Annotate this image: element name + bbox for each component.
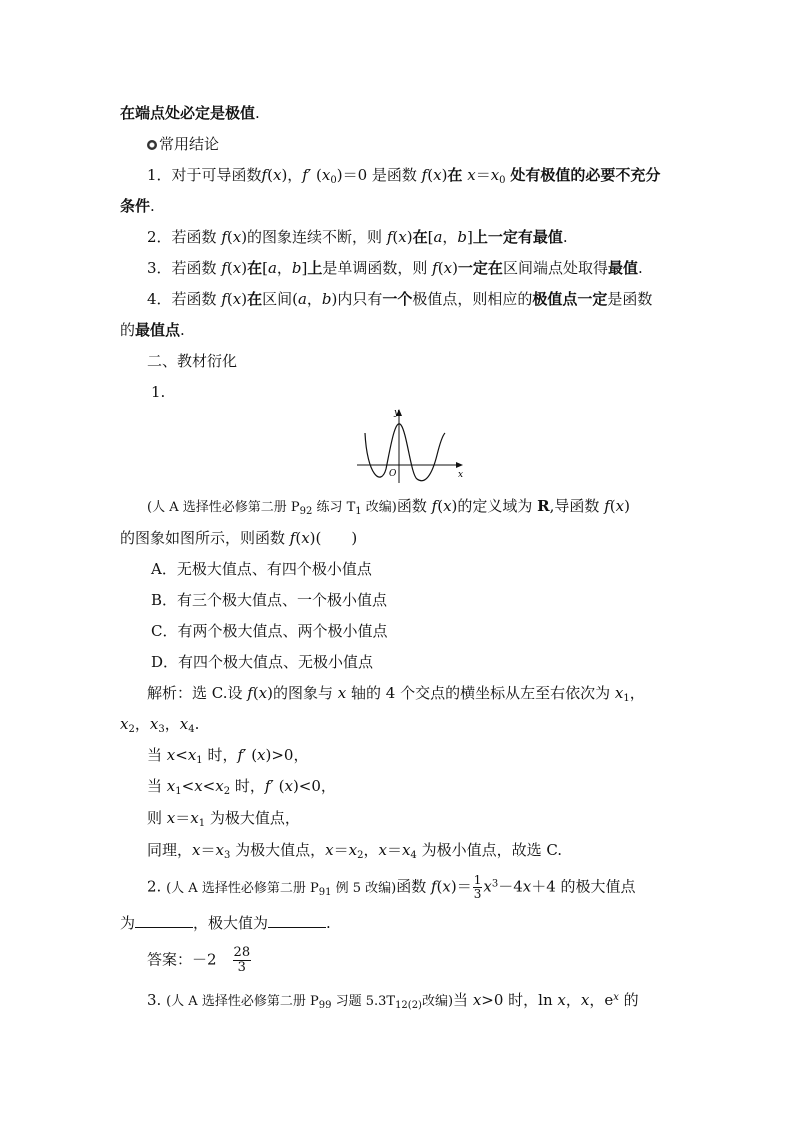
answer-blank	[268, 913, 326, 928]
solution-line-4: 当 $x_1<x<x_2$ 时，f′ (x)<0，	[147, 777, 336, 797]
option-a: A．无极大值点、有四个极小值点	[151, 560, 372, 578]
section-heading-textbook: 二、教材衍化	[147, 352, 238, 370]
x-axis-arrow	[456, 462, 463, 468]
conclusion-2: 2．若函数 f(x)的图象连续不断，则 f(x)在[a，b]上一定有最值.	[147, 228, 568, 246]
section-heading-conclusions: 常用结论	[147, 134, 219, 154]
solution-line-2: $x_2$，$x_3$，$x_4$.	[120, 715, 200, 735]
gear-icon	[147, 140, 157, 150]
problem-1-number: 1.	[151, 383, 166, 401]
problem-2-answer: 答案：－2 $\frac{28}{3}$	[147, 945, 251, 975]
conclusion-1: 1．对于可导函数f(x)，f′ $(x_0)=0$ 是函数 f(x)在 $x=x_0$ 处有极值的必要不充分	[147, 166, 661, 186]
origin-label: O	[389, 469, 397, 479]
solution-line-6: 同理，$x=x_3$ 为极大值点，$x=x_2$，$x=x_4$ 为极小值点，故选 C.	[147, 841, 563, 861]
problem-2-stem-cont: 为 ，极大值为 .	[120, 914, 331, 932]
problem-3-stem: 3. (人 A 选择性必修第二册 $P_{99}$ 习题 $5.3T_{12(2)}$改编)当 x>0 时，ln x，x，$e^x$ 的	[147, 991, 639, 1011]
solution-line-5: 则 $x=x_1$ 为极大值点，	[147, 809, 300, 829]
solution-line-1: 解析：选 C.设 f(x)的图象与 x 轴的 4 个交点的横坐标从左至右依次为 $x_1$，	[147, 684, 645, 704]
answer-blank	[135, 913, 193, 928]
option-b: B．有三个极大值点、一个极小值点	[151, 591, 388, 609]
derivative-graph	[355, 405, 470, 485]
conclusion-1-cont: 条件.	[120, 197, 155, 215]
problem-2-stem: 2. (人 A 选择性必修第二册 $P_{91}$ 例 5 改编)函数 f(x)＝ $\frac{1}{3}$ $x^3-4x+4$ 的极大值点	[147, 873, 636, 901]
problem-1-stem-cont: 的图象如图所示，则函数 f(x)( )	[120, 529, 358, 547]
x-axis-label: x	[458, 470, 464, 480]
text-line: 在端点处必定是极值.	[120, 104, 260, 122]
conclusion-4: 4．若函数 f(x)在区间(a，b)内只有一个极值点，则相应的极值点一定是函数	[147, 290, 653, 308]
conclusion-3: 3．若函数 f(x)在[a，b]上是单调函数，则 f(x)一定在区间端点处取得最值.	[147, 259, 643, 277]
derivative-curve	[365, 424, 445, 481]
option-c: C．有两个极大值点、两个极小值点	[151, 622, 388, 640]
solution-line-3: 当 $x<x_1$ 时，f′ (x)>0，	[147, 746, 309, 766]
conclusion-4-cont: 的最值点.	[120, 321, 185, 339]
problem-1-stem: (人 A 选择性必修第二册 $P_{92}$ 练习 $T_1$ 改编)函数 f(x)的定义域为 R,导函数 f(x)	[147, 497, 630, 517]
option-d: D．有四个极大值点、无极小值点	[151, 653, 374, 671]
y-axis-label: y	[394, 408, 400, 418]
